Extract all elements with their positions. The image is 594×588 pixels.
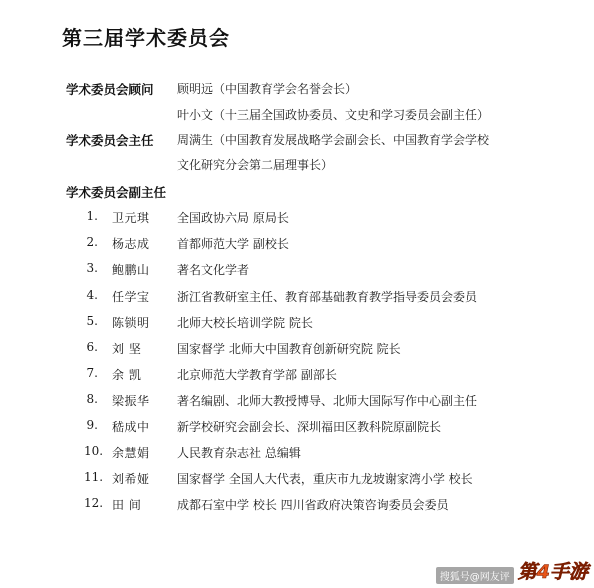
member-role: 著名编剧、北师大教授博导、北师大国际写作中心副主任: [177, 394, 478, 408]
vice-label: 学术委员会副主任: [66, 185, 167, 200]
member-role: 国家督学 北师大中国教育创新研究院 院长: [177, 342, 401, 356]
chair-line-1: 周满生（中国教育发展战略学会副会长、中国教育学会学校: [177, 133, 490, 147]
watermark: [436, 558, 588, 584]
chair-label: 学术委员会主任: [66, 133, 154, 148]
member-name: 梁振华: [112, 394, 150, 408]
member-number: 5.: [86, 314, 98, 328]
member-name: 田 间: [112, 498, 142, 512]
member-number: 11.: [84, 470, 104, 484]
member-name: 卫元琪: [112, 211, 150, 225]
member-number: 10.: [84, 444, 104, 458]
member-number: 2.: [86, 235, 98, 249]
member-name: 刘希娅: [112, 472, 150, 486]
member-role: 全国政协六局 原局长: [177, 211, 289, 225]
member-name: 陈锁明: [112, 316, 150, 330]
member-name: 鲍鹏山: [112, 263, 150, 277]
member-role: 北京师范大学教育学部 副部长: [177, 368, 337, 382]
member-number: 6.: [86, 340, 98, 354]
member-name: 任学宝: [112, 290, 150, 304]
member-number: 12.: [84, 496, 104, 510]
member-name: 刘 坚: [112, 342, 142, 356]
advisor-label: 学术委员会顾问: [66, 82, 154, 97]
member-number: 1.: [86, 209, 98, 223]
member-role: 著名文化学者: [177, 263, 250, 277]
member-number: 7.: [86, 366, 98, 380]
member-role: 人民教育杂志社 总编辑: [177, 446, 301, 460]
advisor-line-2: 叶小文（十三届全国政协委员、文史和学习委员会副主任）: [177, 108, 490, 122]
member-role: 新学校研究会副会长、深圳福田区教科院原副院长: [177, 420, 442, 434]
advisor-line-1: 顾明远（中国教育学会名誉会长）: [177, 82, 358, 96]
member-name: 余 凯: [112, 368, 142, 382]
member-role: 国家督学 全国人大代表，重庆市九龙坡谢家湾小学 校长: [177, 472, 473, 486]
member-number: 3.: [86, 261, 98, 275]
member-number: 8.: [86, 392, 98, 406]
page-title: 第三届学术委员会: [62, 26, 230, 50]
member-role: 浙江省教研室主任、教育部基础教育教学指导委员会委员: [177, 290, 478, 304]
member-name: 嵇成中: [112, 420, 150, 434]
member-name: 余慧娟: [112, 446, 150, 460]
member-number: 4.: [86, 288, 98, 302]
member-role: 首都师范大学 副校长: [177, 237, 289, 251]
watermark-source: 搜狐号@网友评: [436, 567, 514, 584]
member-name: 杨志成: [112, 237, 150, 251]
member-number: 9.: [86, 418, 98, 432]
watermark-logo: 第4手游: [517, 561, 588, 583]
chair-line-2: 文化研究分会第二届理事长）: [177, 158, 334, 172]
member-role: 北师大校长培训学院 院长: [177, 316, 313, 330]
member-role: 成都石室中学 校长 四川省政府决策咨询委员会委员: [177, 498, 449, 512]
